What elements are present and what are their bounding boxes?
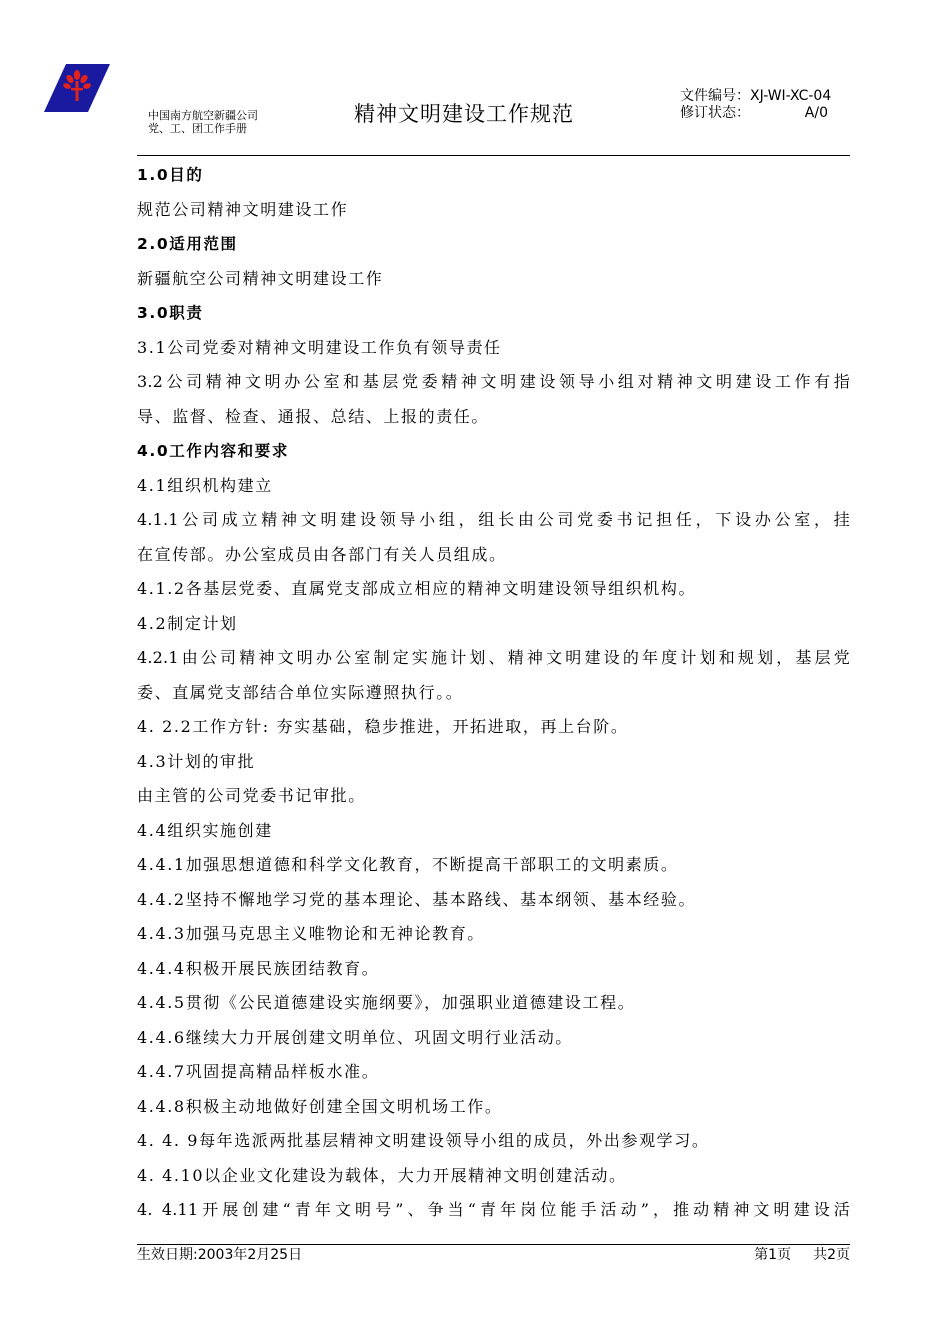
body-text-line: 4.3计划的审批 — [137, 751, 256, 771]
document-body — [137, 158, 850, 1228]
section-heading: 3.0职责 — [137, 304, 204, 322]
body-text-line: 4. 4.11开展创建“青年文明号”、争当“青年岗位能手活动”，推动精神文明建设活 — [137, 1200, 850, 1219]
revision-status-label: 修订状态： — [680, 105, 750, 121]
body-text-line: 4.4.7巩固提高精品样板水准。 — [137, 1062, 380, 1081]
body-text-line: 委、直属党支部结合单位实际遵照执行。。 — [137, 682, 464, 702]
org-line-2: 党、工、团工作手册 — [148, 122, 247, 135]
body-text-line: 4. 4. 9每年选派两批基层精神文明建设领导小组的成员，外出参观学习。 — [137, 1131, 710, 1150]
organization-name — [148, 109, 258, 135]
body-text-line: 4.2制定计划 — [137, 613, 238, 633]
section-heading: 1.0目的 — [137, 166, 204, 184]
body-text-line: 4.4.4积极开展民族团结教育。 — [137, 958, 380, 978]
body-text-line: 3.2公司精神文明办公室和基层党委精神文明建设领导小组对精神文明建设工作有指 — [137, 372, 850, 391]
revision-status: A/0 — [804, 105, 828, 121]
body-text-line: 4.1组织机构建立 — [137, 475, 273, 495]
document-number: XJ-WI-XC-04 — [750, 88, 832, 104]
body-text-line: 3.1公司党委对精神文明建设工作负有领导责任 — [137, 337, 502, 357]
body-text-line: 4.4.2坚持不懈地学习党的基本理论、基本路线、基本纲领、基本经验。 — [137, 889, 697, 909]
document-number-label: 文件编号： — [680, 88, 750, 104]
body-text-line: 4. 4.10以企业文化建设为载体，大力开展精神文明创建活动。 — [137, 1165, 627, 1185]
body-text-line: 4. 2.2工作方针: 夯实基础，稳步推进，开拓进取，再上台阶。 — [137, 717, 629, 736]
document-title: 精神文明建设工作规范 — [354, 102, 574, 126]
document-number-row — [680, 88, 831, 105]
section-heading: 2.0适用范围 — [137, 235, 238, 253]
company-logo-icon — [44, 64, 110, 112]
body-text-line: 4.1.1公司成立精神文明建设领导小组，组长由公司党委书记担任，下设办公室，挂 — [137, 510, 850, 529]
document-meta — [680, 88, 831, 122]
body-text-line: 新疆航空公司精神文明建设工作 — [137, 268, 384, 288]
body-text-line: 规范公司精神文明建设工作 — [137, 199, 349, 219]
body-text-line: 4.4.8积极主动地做好创建全国文明机场工作。 — [137, 1096, 503, 1116]
org-line-1: 中国南方航空新疆公司 — [148, 109, 258, 122]
body-text-line: 4.4.5贯彻《公民道德建设实施纲要》，加强职业道德建设工程。 — [137, 993, 636, 1012]
page-indicator — [732, 1246, 850, 1264]
body-text-line: 在宣传部。办公室成员由各部门有关人员组成。 — [137, 544, 507, 564]
body-text-line: 导、监督、检查、通报、总结、上报的责任。 — [137, 406, 490, 426]
page-number: 第1页 — [754, 1247, 792, 1263]
body-text-line: 4.4.3加强马克思主义唯物论和无神论教育。 — [137, 924, 485, 943]
body-text-line: 4.4.6继续大力开展创建文明单位、巩固文明行业活动。 — [137, 1027, 573, 1047]
body-text-line: 4.4组织实施创建 — [137, 820, 273, 840]
body-text-line: 4.2.1由公司精神文明办公室制定实施计划、精神文明建设的年度计划和规划，基层党 — [137, 648, 850, 667]
body-text-line: 4.4.1加强思想道德和科学文化教育，不断提高干部职工的文明素质。 — [137, 855, 679, 874]
footer-divider — [137, 1244, 850, 1245]
total-pages: 共2页 — [813, 1247, 850, 1263]
body-text-line: 由主管的公司党委书记审批。 — [137, 786, 366, 805]
header-divider — [137, 155, 850, 156]
section-heading: 4.0工作内容和要求 — [137, 442, 289, 460]
effective-date: 生效日期:2003年2月25日 — [137, 1247, 303, 1263]
body-text-line: 4.1.2各基层党委、直属党支部成立相应的精神文明建设领导组织机构。 — [137, 579, 697, 598]
revision-status-row — [680, 105, 831, 122]
